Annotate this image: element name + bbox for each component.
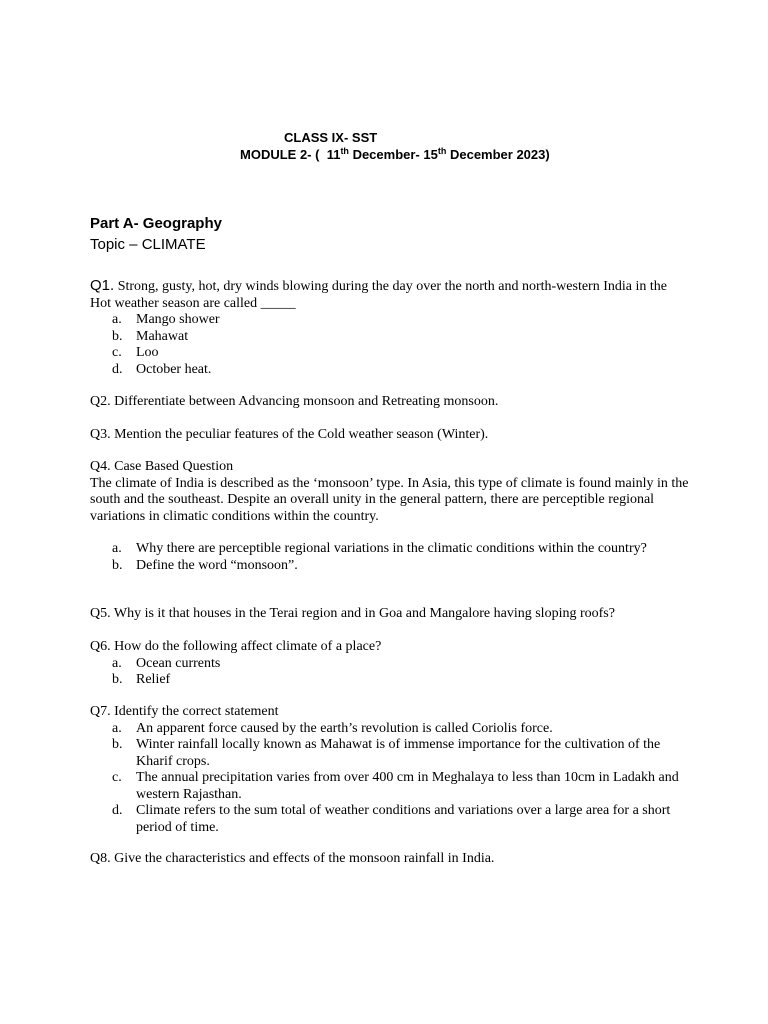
question-1-text: Strong, gusty, hot, dry winds blowing during the day over the north and north-western India in the Hot weather season are called _____ [90, 279, 667, 311]
option-marker: a. [112, 541, 122, 556]
question-8: Q8. Give the characteristics and effects of the monsoon rainfall in India. [90, 851, 495, 866]
class-title: CLASS IX- SST [284, 130, 378, 145]
option-marker: b. [112, 672, 123, 687]
option-marker: b. [112, 328, 123, 344]
question-4-options [90, 541, 690, 574]
question-4-passage: The climate of India is described as the ‘monsoon’ type. In Asia, this type of climate is found mainly in the south and the southeast. Despite an overall unity in the general pattern, there are perceptible regional variations in climatic conditions within the country. [90, 475, 689, 524]
option-text: Relief [136, 672, 171, 687]
option-text: Winter rainfall locally known as Mahawat is of immense importance for the cultivation of the Kharif crops. [136, 737, 661, 769]
question-6 [90, 639, 690, 689]
part-heading: Part A- Geography [90, 215, 222, 232]
option [90, 672, 690, 689]
option [90, 345, 690, 362]
question-7 [90, 704, 690, 836]
topic-heading: Topic – CLIMATE [90, 236, 206, 253]
option-text: Mahawat [136, 328, 189, 344]
option-text: Why there are perceptible regional variations in the climatic conditions within the country? [136, 541, 647, 556]
option-marker: d. [112, 361, 123, 377]
start-suffix: th [340, 146, 349, 156]
end-suffix: th [437, 146, 447, 156]
option-text: Climate refers to the sum total of weather conditions and variations over a large area for a short period of time. [136, 803, 671, 835]
start-day: 11 [326, 147, 341, 162]
option [90, 737, 690, 770]
question-1-number: Q1. [90, 277, 115, 294]
option [90, 656, 690, 673]
option [90, 362, 690, 379]
option-marker: c. [112, 345, 122, 360]
end-rest: December 2023) [449, 147, 550, 162]
question-7-options [90, 721, 690, 837]
option-text: An apparent force caused by the earth’s revolution is called Coriolis force. [136, 720, 553, 736]
option [90, 329, 690, 346]
option-marker: b. [112, 557, 123, 573]
option [90, 770, 690, 803]
question-3: Q3. Mention the peculiar features of the Cold weather season (Winter). [90, 427, 489, 442]
module-prefix: MODULE 2- ( [240, 147, 320, 162]
option [90, 803, 690, 836]
option-text: October heat. [136, 361, 212, 377]
option-text: Mango shower [136, 312, 220, 327]
question-4 [90, 459, 690, 525]
start-rest: December- 15 [352, 147, 438, 162]
option-marker: a. [112, 655, 122, 671]
option-text: Loo [136, 345, 159, 360]
question-4-title: Q4. Case Based Question [90, 459, 234, 474]
module-title [240, 147, 550, 162]
question-4-subparts [90, 541, 690, 574]
question-5: Q5. Why is it that houses in the Terai region and in Goa and Mangalore having sloping roofs? [90, 606, 615, 621]
option-marker: d. [112, 803, 123, 818]
question-6-options [90, 656, 690, 689]
option-text: Define the word “monsoon”. [136, 557, 298, 573]
option-marker: c. [112, 770, 122, 785]
question-7-text: Q7. Identify the correct statement [90, 704, 279, 719]
option-marker: a. [112, 312, 122, 327]
question-1-stem [90, 278, 690, 312]
option [90, 541, 690, 558]
option [90, 312, 690, 329]
option [90, 558, 690, 575]
option-marker: b. [112, 737, 123, 752]
option [90, 721, 690, 738]
question-6-text: Q6. How do the following affect climate of a place? [90, 639, 382, 654]
question-1-options [90, 312, 690, 378]
question-2: Q2. Differentiate between Advancing monsoon and Retreating monsoon. [90, 394, 499, 409]
option-text: The annual precipitation varies from over 400 cm in Meghalaya to less than 10cm in Ladakh and western Rajasthan. [136, 770, 679, 802]
option-marker: a. [112, 720, 122, 736]
option-text: Ocean currents [136, 655, 221, 671]
question-1 [90, 278, 690, 378]
